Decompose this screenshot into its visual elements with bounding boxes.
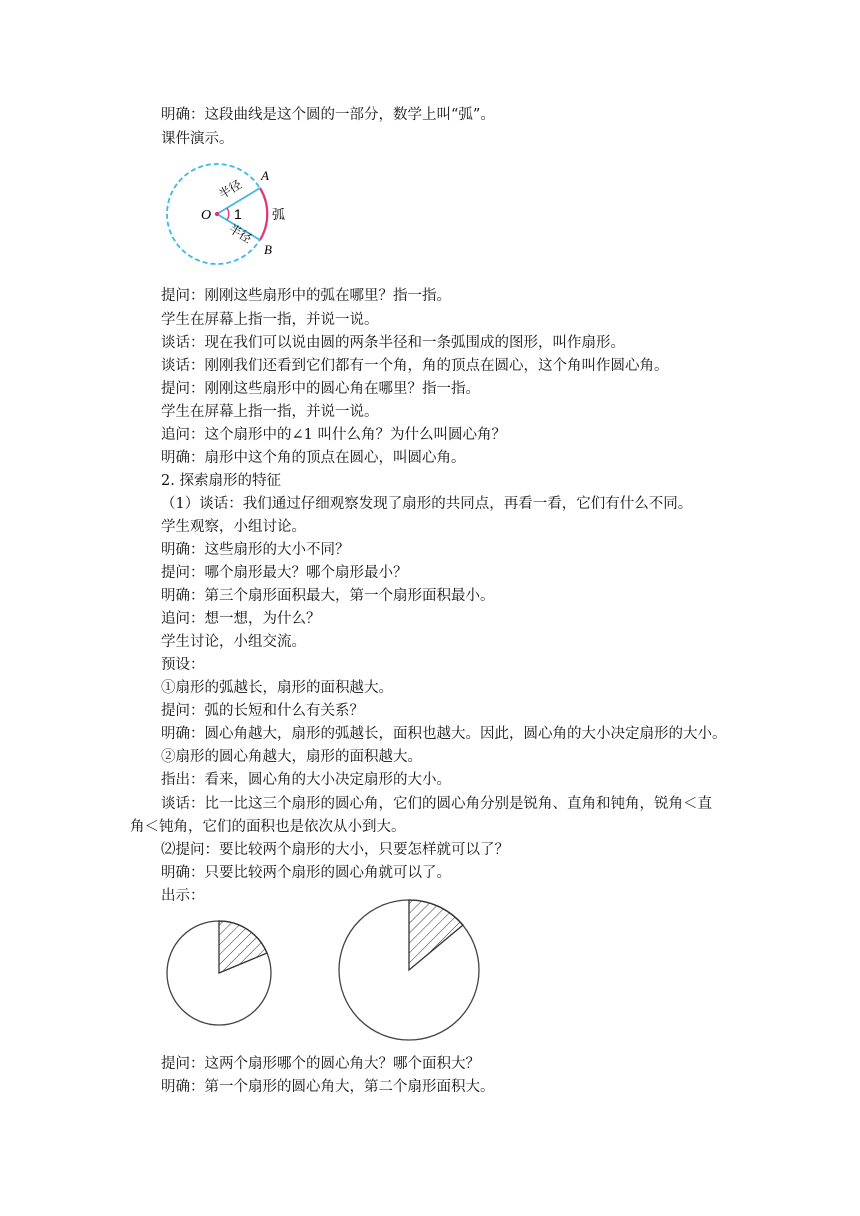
large-sector-figure [339,900,479,1040]
label-o: O [201,208,212,223]
text-line: 谈话：现在我们可以说由圆的两条半径和一条弧围成的图形，叫作扇形。 [161,335,625,351]
text-line: 追问：想一想，为什么？ [161,611,321,627]
text-line: 谈话：刚刚我们还看到它们都有一个角，角的顶点在圆心，这个角叫作圆心角。 [161,358,669,374]
text-line: 追问：这个扇形中的∠1 叫什么角？为什么叫圆心角？ [161,427,506,443]
text-line: 角＜钝角，它们的面积也是依次从小到大。 [130,819,406,835]
text-line: 提问：弧的长短和什么有关系？ [161,703,364,719]
section-heading: 2. 探索扇形的特征 [161,473,281,489]
text-line: 指出：看来，圆心角的大小决定扇形的大小。 [161,772,451,788]
label-radius-bottom: 半径 [226,221,255,246]
angle-mark [227,208,229,220]
label-arc: 弧 [272,208,286,223]
label-a: A [261,168,269,183]
text-line: 提问：哪个扇形最大？哪个扇形最小？ [161,565,408,581]
sector-comparison-diagram [160,895,500,1045]
center-point [215,212,219,216]
text-line: 提问：这两个扇形哪个的圆心角大？哪个面积大？ [161,1056,480,1072]
label-b: B [264,242,272,257]
text-line: ①扇形的弧越长，扇形的面积越大。 [161,680,393,696]
text-line: 明确：只要比较两个扇形的圆心角就可以了。 [161,865,451,881]
text-line: ⑵提问：要比较两个扇形的大小，只要怎样就可以了？ [161,842,509,858]
text-line: （1）谈话：我们通过仔细观察发现了扇形的共同点，再看一看，它们有什么不同。 [161,496,693,512]
label-angle: 1 [234,206,242,222]
text-line: 学生在屏幕上指一指，并说一说。 [161,404,379,420]
sector-diagram [160,157,310,277]
text-line: 学生观察，小组讨论。 [161,519,306,535]
small-sector [219,921,267,973]
text-line: 明确：第三个扇形面积最大，第一个扇形面积最小。 [161,588,495,604]
text-line: 学生在屏幕上指一指，并说一说。 [161,312,379,328]
text-line: 提问：刚刚这些扇形中的圆心角在哪里？指一指。 [161,381,480,397]
text-line: 学生讨论，小组交流。 [161,634,306,650]
text-line: 明确：这些扇形的大小不同？ [161,542,350,558]
text-line: 明确：扇形中这个角的顶点在圆心，叫圆心角。 [161,450,466,466]
arc [260,188,267,240]
small-sector-figure [167,921,271,1025]
text-line: 明确：圆心角越大，扇形的弧越长，面积也越大。因此，圆心角的大小决定扇形的大小。 [161,726,727,742]
text-line: 谈话：比一比这三个扇形的圆心角，它们的圆心角分别是锐角、直角和钝角，锐角＜直 [161,796,712,812]
text-line: 提问：刚刚这些扇形中的弧在哪里？指一指。 [161,288,451,304]
text-line: 课件演示。 [161,131,234,147]
label-radius-top: 半径 [216,177,245,202]
text-line: 明确：第一个扇形的圆心角大，第二个扇形面积大。 [161,1079,495,1095]
text-line: 预设： [161,657,205,673]
large-sector [409,900,463,970]
text-line: 出示： [161,888,205,904]
text-line: 明确：这段曲线是这个圆的一部分，数学上叫“弧”。 [161,107,495,123]
text-line: ②扇形的圆心角越大，扇形的面积越大。 [161,749,422,765]
